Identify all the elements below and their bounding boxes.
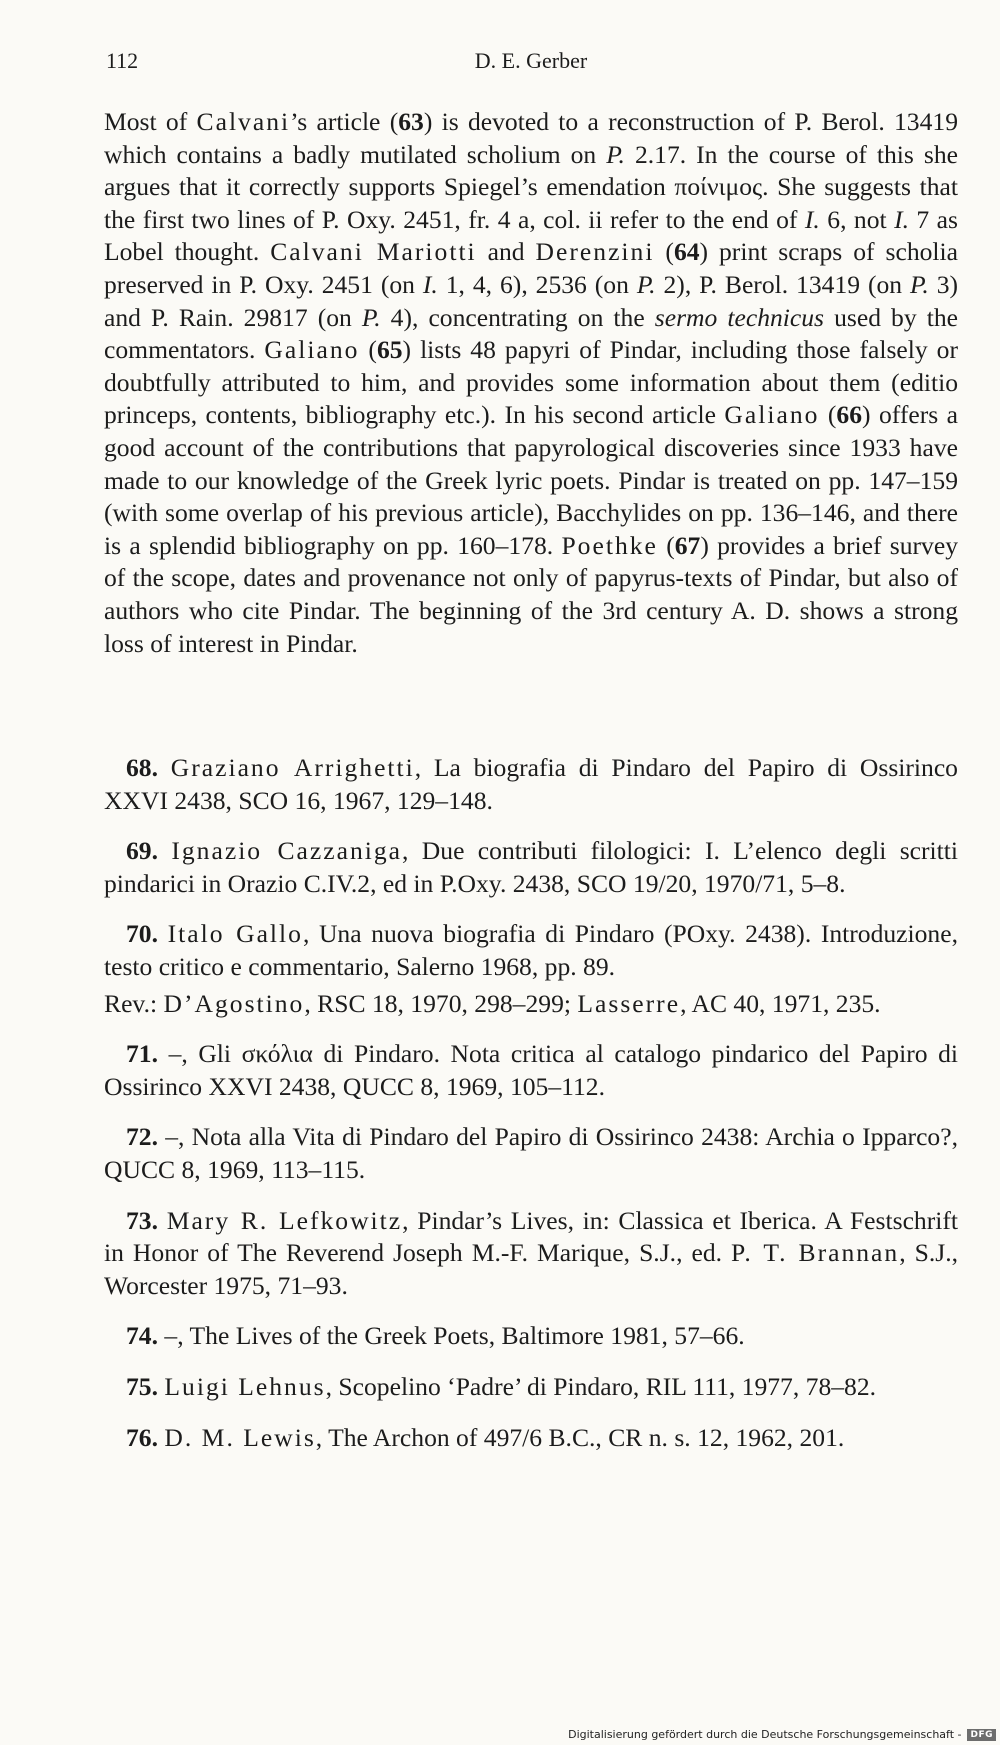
reference-76: 76. D. M. Lewis, The Archon of 497/6 B.C., CR n. s. 12, 1962, 201. (104, 1422, 958, 1455)
reference-author: Luigi Lehnus (164, 1371, 326, 1401)
page-number: 112 (106, 48, 139, 73)
reference-69: 69. Ignazio Cazzaniga, Due contributi filologici: I. L’elenco degli scritti pindarici in Orazio C.IV.2, ed in P.Oxy. 2438, SCO 19/20, 1970/71, 5–8. (104, 836, 958, 898)
reference-number: 69. (126, 836, 158, 866)
reference-author: Graziano Arrighetti (170, 753, 415, 782)
reference-75: 75. Luigi Lehnus, Scopelino ‘Padre’ di Pindaro, RIL 111, 1977, 78–82. (104, 1371, 958, 1404)
reference-70-review: Rev.: D’Agostino, RSC 18, 1970, 298–299; Lasserre, AC 40, 1971, 235. (104, 988, 881, 1018)
reference-number: 74. (126, 1321, 158, 1351)
reference-68: 68. Graziano Arrighetti, La biografia di Pindaro del Papiro di Ossirinco XXVI 2438, SCO 16, 1967, 129–148. (104, 753, 958, 815)
reference-list (104, 752, 958, 1472)
reference-72: 72. –, Nota alla Vita di Pindaro del Papiro di Ossirinco 2438: Archia o Ipparco?, QUCC 8, 1969, 113–115. (104, 1122, 958, 1184)
dfg-logo: DFG (967, 1729, 996, 1741)
credit-text: Digitalisierung gefördert durch die Deutsche Forschungsgemeinschaft - (568, 1728, 962, 1741)
reference-author: Ignazio Cazzaniga (171, 836, 403, 866)
reference-number: 72. (126, 1122, 158, 1152)
reference-number: 70. (126, 919, 158, 949)
paragraph-text: Most of Calvani’s article (63) is devoted to a reconstruction of P. Berol. 13419 which contains a badly mutilated scholium on P. 2.17. In the course of this she argues that it correctly supports Spiegel’s emendation ποίνιμος. She suggests that the first two lines of P. Oxy. 2451, fr. 4 a, col. ii refer to the end of I. 6, not I. 7 as Lobel thought. Calvani Mariotti and Derenzini (64) print scraps of scholia preserved in P. Oxy. 2451 (on I. 1, 4, 6), 2536 (on P. 2), P. Berol. 13419 (on P. 3) and P. Rain. 29817 (on P. 4), concentrating on the sermo technicus used by the commentators. Galiano (65) lists 48 papyri of Pindar, including those falsely or doubtfully attributed to him, and provides some information about them (editio princeps, contents, bibliography etc.). In his second article Galiano (66) offers a good account of the contributions that papyrological discoveries since 1933 have made to our knowledge of the Greek lyric poets. Pindar is treated on pp. 147–159 (with some overlap of his previous article), Bacchylides on pp. 136–146, and there is a splendid bibliography on pp. 160–178. Poethke (67) provides a brief survey of the scope, dates and provenance not only of papyrus-texts of Pindar, but also of authors who cite Pindar. The beginning of the 3rd century A. D. shows a strong loss of interest in Pindar. (104, 107, 959, 658)
reference-number: 68. (126, 753, 158, 782)
reference-71: 71. –, Gli σκόλια di Pindaro. Nota critica al catalogo pindarico del Papiro di Ossirinco XXVI 2438, QUCC 8, 1969, 105–112. (104, 1039, 958, 1101)
digitization-credit (568, 1728, 996, 1741)
reference-number: 75. (126, 1371, 158, 1401)
reference-author: D. M. Lewis (164, 1422, 316, 1452)
reference-number: 76. (126, 1422, 158, 1452)
reference-number: 71. (126, 1039, 158, 1069)
reference-73: 73. Mary R. Lefkowitz, Pindar’s Lives, in: Classica et Iberica. A Festschrift in Honor of The Reverend Joseph M.-F. Marique, S.J., ed. P. T. Brannan, S.J., Worcester 1975, 71–93. (104, 1205, 959, 1300)
reference-author: Mary R. Lefkowitz (166, 1205, 403, 1235)
page-header (106, 48, 956, 82)
running-head: D. E. Gerber (474, 48, 588, 73)
body-paragraph (104, 106, 958, 660)
reference-author: Italo Gallo (167, 919, 303, 949)
reference-74: 74. –, The Lives of the Greek Poets, Baltimore 1981, 57–66. (104, 1320, 958, 1353)
reference-number: 73. (126, 1205, 158, 1235)
reference-70: 70. Italo Gallo, Una nuova biografia di Pindaro (POxy. 2438). Introduzione, testo critico e commentario, Salerno 1968, pp. 89. (104, 919, 958, 981)
